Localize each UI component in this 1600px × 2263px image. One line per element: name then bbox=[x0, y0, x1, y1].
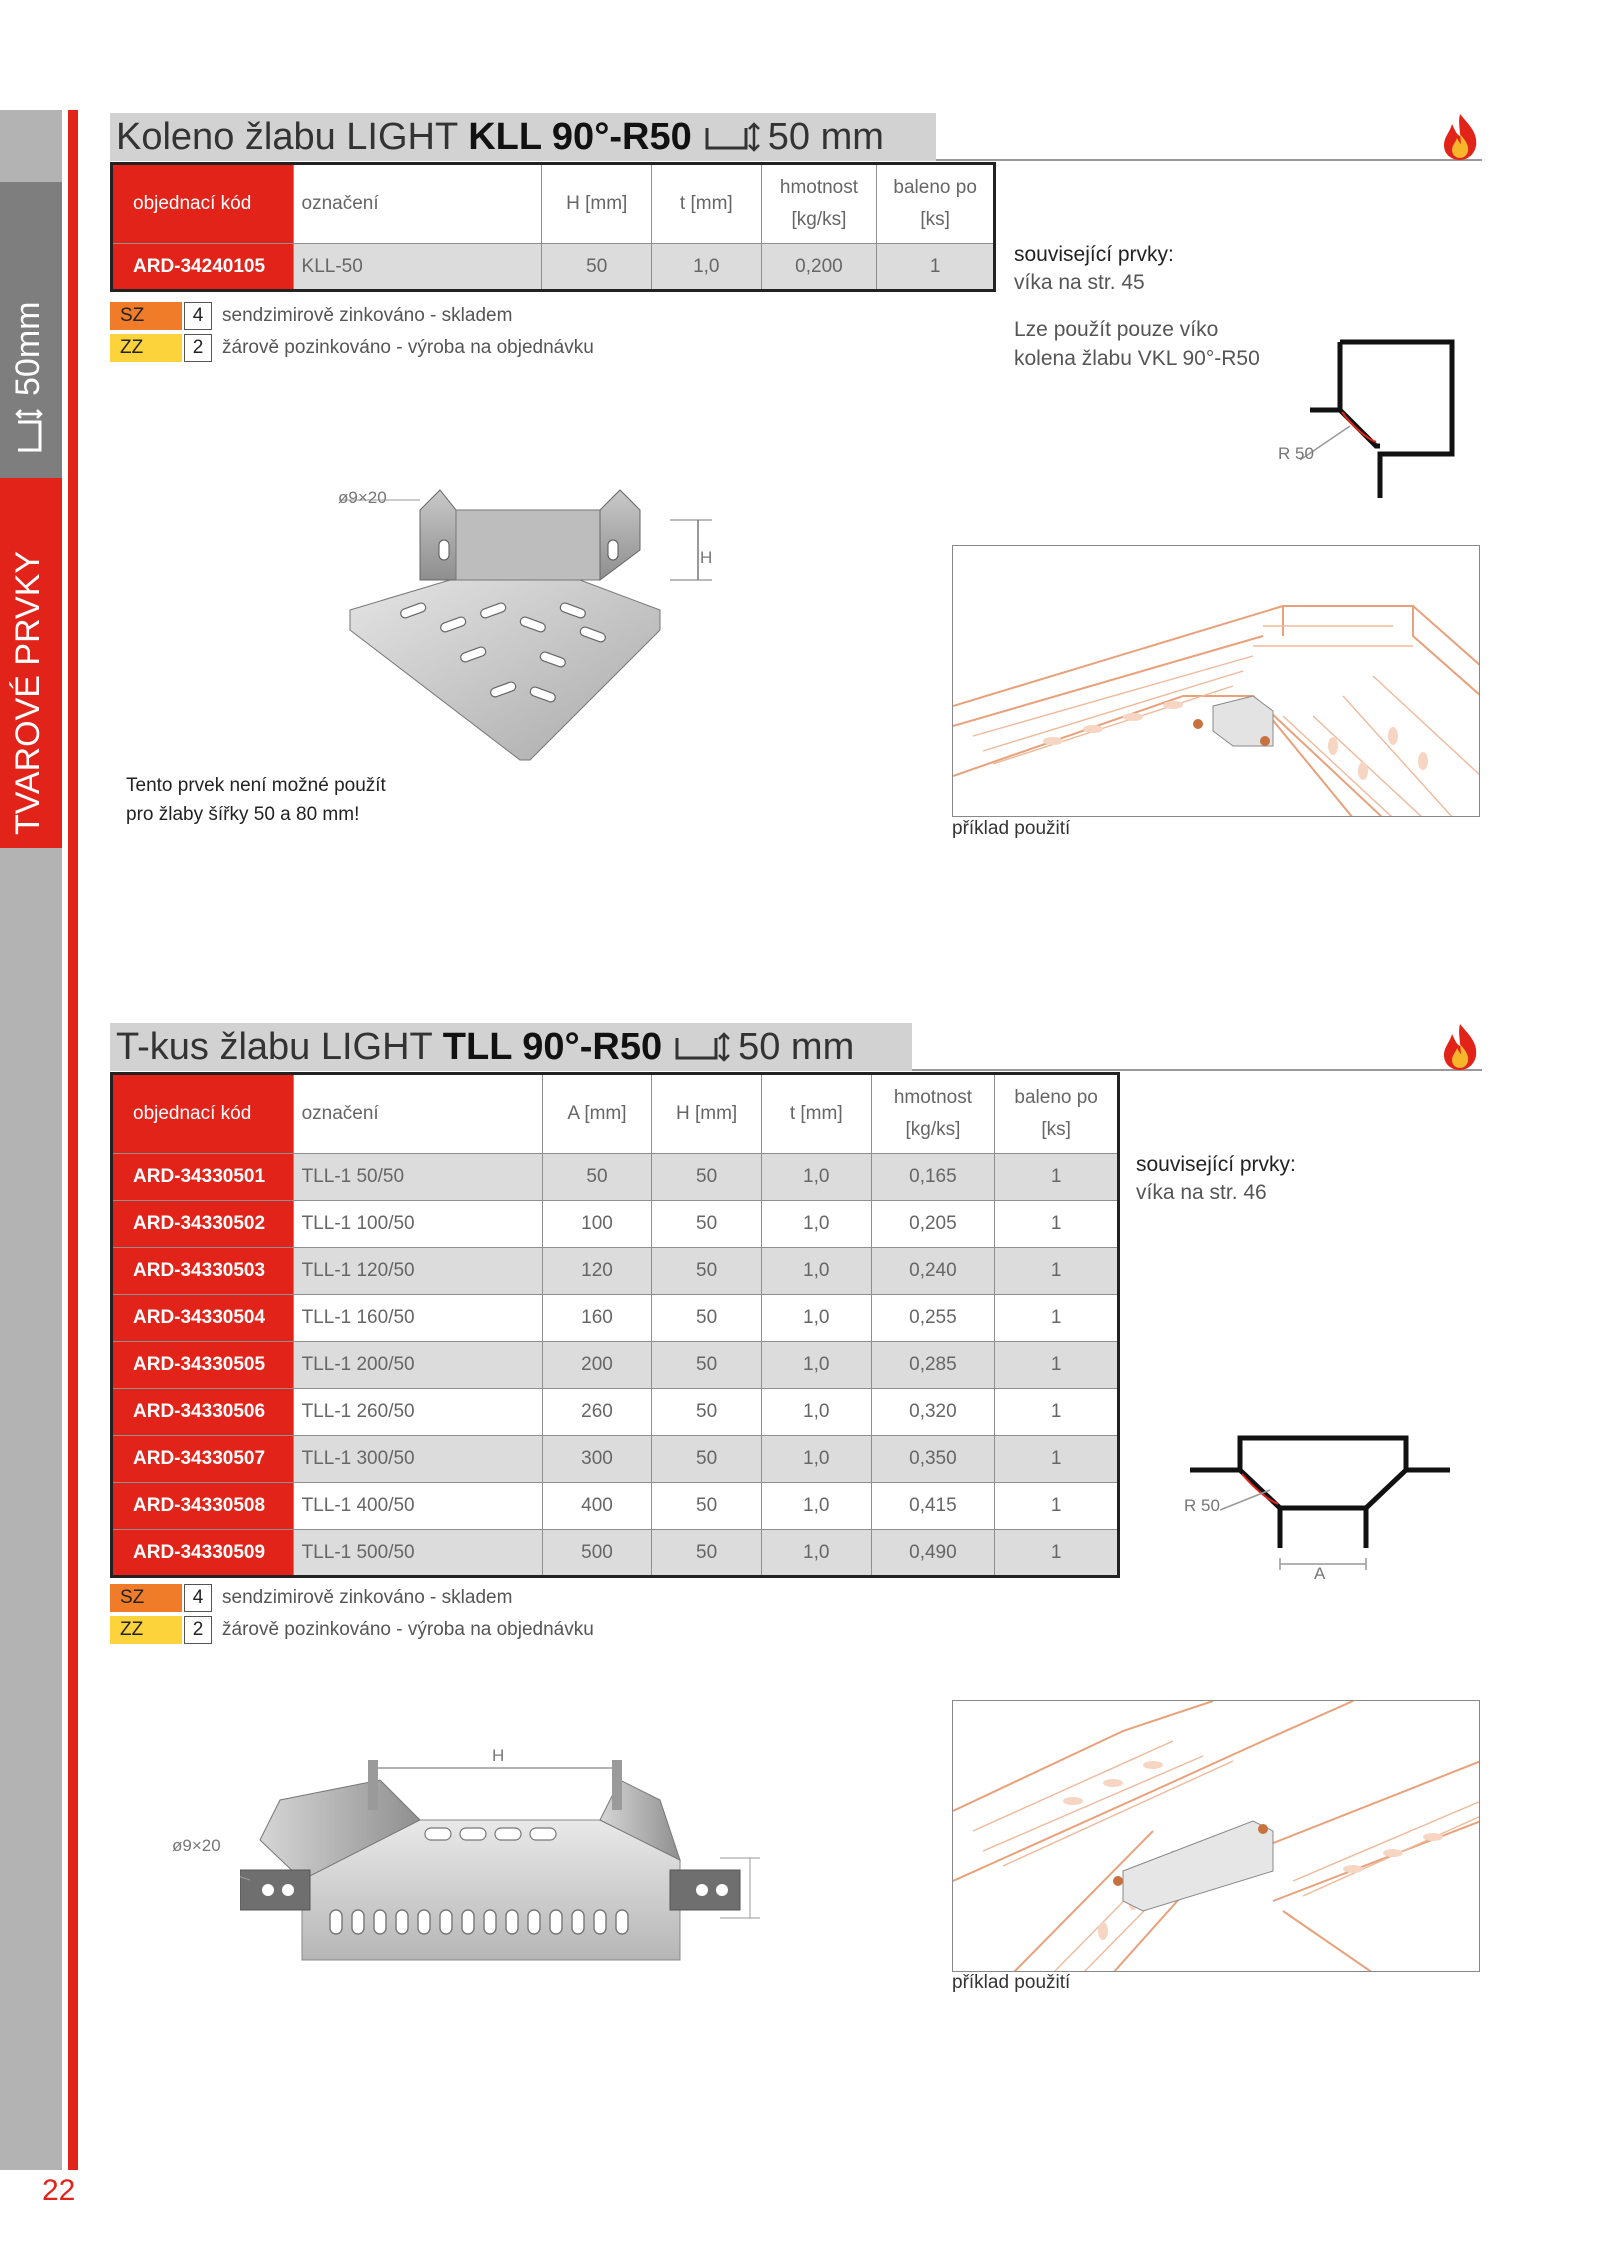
cell-weight: 0,350 bbox=[871, 1436, 995, 1483]
table-row bbox=[112, 1530, 1119, 1577]
section1-warning-line1: Tento prvek není možné použít bbox=[126, 775, 386, 796]
col-header-weight-2: [kg/ks] bbox=[791, 209, 847, 230]
cell-code: ARD-34330509 bbox=[112, 1530, 294, 1577]
cell-h: 50 bbox=[652, 1201, 762, 1248]
section1-height-text: 50 mm bbox=[767, 115, 884, 158]
tee-usage-illustration bbox=[953, 1701, 1480, 1972]
legend-tag-sz: SZ bbox=[110, 1584, 182, 1612]
elbow-usage-illustration bbox=[953, 546, 1480, 817]
flame-icon bbox=[1438, 1022, 1482, 1072]
legend-text-zz: žárově pozinkováno - výroba na objednávku bbox=[222, 337, 594, 358]
cell-name: TLL-1 120/50 bbox=[293, 1248, 542, 1295]
cell-a: 160 bbox=[542, 1295, 652, 1342]
section1-height bbox=[704, 116, 884, 159]
section2-radius-label: R 50 bbox=[1184, 1496, 1220, 1515]
cell-h: 50 bbox=[542, 244, 652, 291]
col-header-pack-2: [ks] bbox=[1041, 1119, 1071, 1140]
legend-num-sz: 4 bbox=[184, 1584, 212, 1612]
col-header-code: objednací kód bbox=[112, 1074, 294, 1154]
cell-pack: 1 bbox=[995, 1154, 1119, 1201]
legend-num-sz: 4 bbox=[184, 302, 212, 330]
cell-t: 1,0 bbox=[652, 244, 762, 291]
section1-legend bbox=[110, 300, 594, 364]
cell-h: 50 bbox=[652, 1248, 762, 1295]
cell-a: 500 bbox=[542, 1530, 652, 1577]
table-row bbox=[112, 1295, 1119, 1342]
col-header-weight bbox=[761, 164, 877, 244]
cell-code: ARD-34330505 bbox=[112, 1342, 294, 1389]
cell-pack: 1 bbox=[995, 1483, 1119, 1530]
table-header-row bbox=[112, 1074, 1119, 1154]
tee-product-drawing bbox=[240, 1740, 760, 1980]
col-header-t: t [mm] bbox=[652, 164, 762, 244]
section2-a-label: A bbox=[1314, 1564, 1326, 1583]
section1-rule bbox=[936, 159, 1482, 161]
cell-a: 300 bbox=[542, 1436, 652, 1483]
col-header-weight-2: [kg/ks] bbox=[905, 1119, 961, 1140]
section1-title-bold: KLL 90°-R50 bbox=[468, 115, 692, 158]
legend-text-zz: žárově pozinkováno - výroba na objednávku bbox=[222, 1619, 594, 1640]
cell-h: 50 bbox=[652, 1389, 762, 1436]
section2-height bbox=[674, 1026, 854, 1069]
table-header-row bbox=[112, 164, 995, 244]
sidebar-size-label bbox=[9, 302, 48, 452]
cell-t: 1,0 bbox=[761, 1201, 871, 1248]
section2-title-light: T-kus žlabu LIGHT bbox=[116, 1025, 433, 1068]
col-header-weight-1: hmotnost bbox=[779, 177, 859, 198]
sidebar-category-label: TVAROVÉ PRVKY bbox=[9, 550, 47, 835]
cell-code: ARD-34240105 bbox=[112, 244, 294, 291]
cell-code: ARD-34330501 bbox=[112, 1154, 294, 1201]
section1-title-light: Koleno žlabu LIGHT bbox=[116, 115, 459, 158]
cell-code: ARD-34330508 bbox=[112, 1483, 294, 1530]
cell-a: 50 bbox=[542, 1154, 652, 1201]
cell-pack: 1 bbox=[995, 1436, 1119, 1483]
flame-icon bbox=[1438, 112, 1482, 162]
section1-example-image bbox=[952, 545, 1480, 817]
col-header-name: označení bbox=[293, 1074, 542, 1154]
table-row bbox=[112, 1201, 1119, 1248]
col-header-pack bbox=[995, 1074, 1119, 1154]
col-header-weight bbox=[871, 1074, 995, 1154]
col-header-h: H [mm] bbox=[542, 164, 652, 244]
section1-note bbox=[1014, 315, 1260, 373]
cell-name: TLL-1 400/50 bbox=[293, 1483, 542, 1530]
cell-t: 1,0 bbox=[761, 1248, 871, 1295]
col-header-pack-2: [ks] bbox=[920, 209, 950, 230]
cell-a: 260 bbox=[542, 1389, 652, 1436]
cell-weight: 0,320 bbox=[871, 1389, 995, 1436]
col-header-pack-1: baleno po bbox=[893, 177, 977, 198]
sidebar-size-text: 50mm bbox=[9, 301, 47, 396]
cell-t: 1,0 bbox=[761, 1295, 871, 1342]
cell-pack: 1 bbox=[995, 1389, 1119, 1436]
section1-radius-label: R 50 bbox=[1278, 444, 1314, 463]
cell-name: TLL-1 260/50 bbox=[293, 1389, 542, 1436]
legend-text-sz: sendzimirově zinkováno - skladem bbox=[222, 305, 513, 326]
legend-row-zz bbox=[110, 1614, 594, 1646]
cell-t: 1,0 bbox=[761, 1530, 871, 1577]
section2-title-bold: TLL 90°-R50 bbox=[442, 1025, 663, 1068]
cell-name: TLL-1 50/50 bbox=[293, 1154, 542, 1201]
cell-h: 50 bbox=[652, 1483, 762, 1530]
table-row bbox=[112, 1483, 1119, 1530]
col-header-h: H [mm] bbox=[652, 1074, 762, 1154]
col-header-code: objednací kód bbox=[112, 164, 294, 244]
cell-a: 120 bbox=[542, 1248, 652, 1295]
col-header-pack bbox=[877, 164, 995, 244]
cable-tray-height-icon bbox=[674, 1030, 732, 1064]
section1-warning-line2: pro žlaby šířky 50 a 80 mm! bbox=[126, 804, 360, 825]
legend-row-sz bbox=[110, 300, 594, 332]
section2-related-heading: související prvky: bbox=[1136, 1153, 1296, 1176]
col-header-t: t [mm] bbox=[761, 1074, 871, 1154]
cell-a: 100 bbox=[542, 1201, 652, 1248]
section2-rule bbox=[912, 1069, 1482, 1071]
cell-name: TLL-1 100/50 bbox=[293, 1201, 542, 1248]
cable-tray-height-icon bbox=[704, 120, 762, 154]
section1-header bbox=[110, 113, 936, 161]
cell-weight: 0,165 bbox=[871, 1154, 995, 1201]
cell-name: KLL-50 bbox=[293, 244, 542, 291]
cell-weight: 0,205 bbox=[871, 1201, 995, 1248]
section2-example-image bbox=[952, 1700, 1480, 1972]
cell-t: 1,0 bbox=[761, 1436, 871, 1483]
legend-row-sz bbox=[110, 1582, 594, 1614]
cell-a: 400 bbox=[542, 1483, 652, 1530]
legend-text-sz: sendzimirově zinkováno - skladem bbox=[222, 1587, 513, 1608]
cell-name: TLL-1 300/50 bbox=[293, 1436, 542, 1483]
section2-legend bbox=[110, 1582, 594, 1646]
cell-pack: 1 bbox=[995, 1201, 1119, 1248]
section2-h-label: H bbox=[492, 1746, 505, 1765]
cell-h: 50 bbox=[652, 1342, 762, 1389]
cell-h: 50 bbox=[652, 1530, 762, 1577]
cell-pack: 1 bbox=[877, 244, 995, 291]
section1-table bbox=[110, 162, 996, 292]
cell-t: 1,0 bbox=[761, 1342, 871, 1389]
legend-row-zz bbox=[110, 332, 594, 364]
sidebar-red-line bbox=[68, 110, 78, 2170]
col-header-weight-1: hmotnost bbox=[893, 1087, 972, 1108]
legend-tag-zz: ZZ bbox=[110, 334, 182, 362]
cell-pack: 1 bbox=[995, 1530, 1119, 1577]
cell-code: ARD-34330504 bbox=[112, 1295, 294, 1342]
cell-code: ARD-34330507 bbox=[112, 1436, 294, 1483]
cell-weight: 0,490 bbox=[871, 1530, 995, 1577]
elbow-product-drawing bbox=[340, 480, 740, 780]
section1-related-heading: související prvky: bbox=[1014, 243, 1174, 266]
cell-t: 1,0 bbox=[761, 1389, 871, 1436]
table-row bbox=[112, 244, 995, 291]
legend-tag-zz: ZZ bbox=[110, 1616, 182, 1644]
section2-header bbox=[110, 1023, 912, 1071]
section2-table bbox=[110, 1072, 1120, 1578]
section2-height-text: 50 mm bbox=[738, 1025, 855, 1068]
cell-h: 50 bbox=[652, 1436, 762, 1483]
cell-weight: 0,415 bbox=[871, 1483, 995, 1530]
col-header-a: A [mm] bbox=[542, 1074, 652, 1154]
cell-weight: 0,285 bbox=[871, 1342, 995, 1389]
cell-pack: 1 bbox=[995, 1248, 1119, 1295]
table-row bbox=[112, 1342, 1119, 1389]
cell-name: TLL-1 500/50 bbox=[293, 1530, 542, 1577]
cell-name: TLL-1 200/50 bbox=[293, 1342, 542, 1389]
cell-weight: 0,200 bbox=[761, 244, 877, 291]
cell-t: 1,0 bbox=[761, 1154, 871, 1201]
cell-a: 200 bbox=[542, 1342, 652, 1389]
section1-related-value: víka na str. 45 bbox=[1014, 271, 1145, 294]
section2-related-value: víka na str. 46 bbox=[1136, 1181, 1267, 1204]
cell-h: 50 bbox=[652, 1295, 762, 1342]
cell-pack: 1 bbox=[995, 1295, 1119, 1342]
section1-h-label: H bbox=[700, 548, 713, 567]
cell-h: 50 bbox=[652, 1154, 762, 1201]
cell-t: 1,0 bbox=[761, 1483, 871, 1530]
section2-hole-label: ø9×20 bbox=[172, 1836, 221, 1855]
section1-warning bbox=[126, 771, 386, 829]
page-number: 22 bbox=[42, 2174, 76, 2207]
cell-pack: 1 bbox=[995, 1342, 1119, 1389]
col-header-pack-1: baleno po bbox=[1014, 1087, 1098, 1108]
section1-note-line2: kolena žlabu VKL 90°-R50 bbox=[1014, 347, 1260, 370]
legend-num-zz: 2 bbox=[184, 334, 212, 362]
cable-tray-height-icon bbox=[14, 406, 44, 452]
cell-weight: 0,255 bbox=[871, 1295, 995, 1342]
table-row bbox=[112, 1436, 1119, 1483]
section1-note-line1: Lze použít pouze víko bbox=[1014, 318, 1219, 341]
cell-code: ARD-34330503 bbox=[112, 1248, 294, 1295]
cell-name: TLL-1 160/50 bbox=[293, 1295, 542, 1342]
table-row bbox=[112, 1389, 1119, 1436]
cell-weight: 0,240 bbox=[871, 1248, 995, 1295]
legend-tag-sz: SZ bbox=[110, 302, 182, 330]
cell-code: ARD-34330502 bbox=[112, 1201, 294, 1248]
table-row bbox=[112, 1154, 1119, 1201]
table-row bbox=[112, 1248, 1119, 1295]
section2-caption: příklad použití bbox=[952, 1972, 1071, 1993]
section1-caption: příklad použití bbox=[952, 818, 1071, 839]
cell-code: ARD-34330506 bbox=[112, 1389, 294, 1436]
col-header-name: označení bbox=[293, 164, 542, 244]
legend-num-zz: 2 bbox=[184, 1616, 212, 1644]
section1-hole-label: ø9×20 bbox=[338, 488, 387, 507]
elbow-schematic bbox=[1270, 330, 1470, 510]
